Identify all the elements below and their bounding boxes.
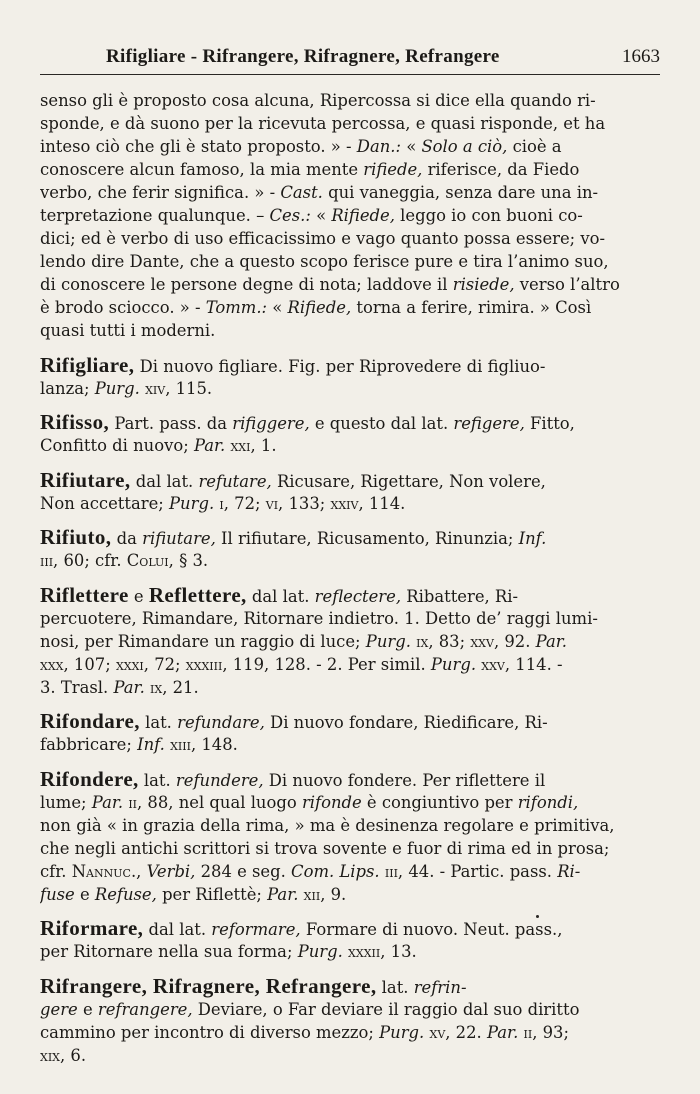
text-line: [40, 273, 660, 296]
text-line: [40, 584, 660, 607]
text-run: Colui: [126, 551, 169, 570]
text-run: Il rifiutare, Ricusamento, Rinunzia;: [215, 529, 519, 548]
text-line: [40, 837, 660, 860]
text-run: , 114.: [358, 493, 406, 513]
entry-gap: [40, 342, 660, 354]
text-run: lanza;: [40, 378, 95, 398]
text-run: , § 3.: [168, 551, 209, 570]
text-run: xii: [303, 884, 321, 904]
text-run: ii: [523, 1022, 533, 1042]
text-run: xxxii: [348, 942, 381, 961]
page-number: 1663: [622, 46, 660, 67]
text-run: leggo io con buoni co-: [394, 206, 583, 225]
headword: Reflettere,: [148, 583, 247, 607]
page-body: [40, 89, 660, 1067]
text-line: [40, 607, 660, 630]
text-line: [40, 89, 660, 112]
text-run: Purg.: [379, 1022, 425, 1042]
text-run: Com. Lips.: [291, 861, 380, 881]
text-run: , 107;: [63, 654, 116, 674]
text-run: Purg.: [297, 942, 343, 961]
text-run: xxi: [230, 436, 251, 455]
text-run: 3. Trasl.: [40, 677, 114, 697]
text-run: riferisce, da Fiedo: [422, 160, 580, 179]
text-run: dal lat.: [130, 471, 199, 491]
text-run: ii: [128, 792, 138, 812]
text-line: [40, 158, 660, 181]
text-run: , 83;: [428, 631, 471, 651]
text-run: xiii: [170, 735, 191, 754]
entry-gap: [40, 963, 660, 975]
text-run: xxx: [40, 654, 64, 674]
text-run: iii: [384, 861, 398, 881]
text-run: rifondi,: [517, 792, 579, 812]
entry-gap: [40, 699, 660, 711]
ink-speck: [536, 915, 539, 918]
text-run: senso gli è proposto cosa alcuna, Ripercossa si dice ella quando ri-: [40, 91, 596, 110]
text-run: rifiutare,: [142, 529, 216, 548]
text-line: [40, 469, 660, 492]
text-run: reflectere,: [314, 586, 402, 606]
text-run: torna a ferire, rimira. » Così: [351, 298, 592, 317]
text-run: , 21.: [162, 677, 199, 697]
text-run: Di nuovo fondare, Riedificare, Ri-: [264, 713, 548, 732]
entry-gap: [40, 572, 660, 584]
text-line: [40, 227, 660, 250]
text-run: Tomm.:: [205, 298, 268, 317]
text-run: , 72;: [143, 654, 186, 674]
text-run: cammino per incontro di diverso mezzo;: [40, 1022, 380, 1042]
text-line: [40, 492, 660, 515]
text-run: Confitto di nuovo;: [40, 436, 194, 455]
text-line: [40, 630, 660, 653]
text-run: dici; ed è verbo di uso efficacissimo e vago quanto possa essere; vo-: [40, 229, 606, 248]
text-run: , 119, 128. - 2. Per simil.: [222, 654, 431, 674]
text-line: [40, 549, 660, 572]
text-line: [40, 917, 660, 940]
text-run: xix: [40, 1045, 61, 1065]
text-line: [40, 434, 660, 457]
text-run: «: [267, 298, 288, 317]
text-run: reformare,: [211, 920, 301, 939]
text-run: Rifiede,: [287, 298, 352, 317]
text-run: da: [111, 529, 143, 548]
text-run: , 133;: [278, 493, 331, 513]
text-run: , 22.: [445, 1022, 487, 1042]
running-header: [40, 40, 660, 75]
text-run: nosi, per Rimandare un raggio di luce;: [40, 631, 366, 651]
text-run: xxv: [470, 631, 494, 651]
text-run: Fitto,: [524, 414, 575, 433]
text-run: dal lat.: [246, 586, 315, 606]
text-run: , 9.: [320, 884, 347, 904]
text-run: xiv: [145, 378, 166, 398]
text-run: lume;: [40, 792, 92, 812]
text-run: Refuse,: [94, 884, 157, 904]
text-line: [40, 814, 660, 837]
text-line: [40, 526, 660, 549]
text-line: [40, 319, 660, 342]
text-run: Par.: [267, 884, 299, 904]
text-run: Di nuovo fondere. Per riflettere il: [263, 770, 546, 790]
text-run: Par.: [486, 1022, 519, 1042]
text-run: Ribattere, Ri-: [401, 586, 519, 606]
text-run: lat.: [138, 770, 176, 790]
headword: Rifondere,: [40, 767, 139, 791]
entry-gap: [40, 756, 660, 768]
text-run: verbo, che ferir significa. » -: [40, 183, 281, 202]
text-run: refigere,: [453, 414, 525, 433]
text-run: lat.: [139, 713, 178, 732]
headword: Riformare,: [40, 917, 144, 940]
text-line: [40, 791, 660, 814]
text-line: [40, 250, 660, 273]
headword: Rifiuto,: [40, 526, 112, 549]
text-run: Verbi,: [146, 861, 196, 881]
text-run: rifonde: [301, 792, 362, 812]
text-run: Dan.:: [356, 137, 401, 156]
text-run: «: [401, 137, 422, 156]
text-run: , 148.: [190, 735, 238, 754]
text-run: vi: [265, 493, 279, 513]
text-line: [40, 940, 660, 963]
text-run: ix: [150, 677, 163, 697]
text-run: Inf.: [137, 735, 165, 754]
text-run: refrangere,: [97, 999, 193, 1019]
text-run: sponde, e dà suono per la ricevuta percossa, e quasi risponde, et ha: [40, 114, 606, 133]
text-run: gere: [40, 999, 78, 1019]
text-line: [40, 860, 660, 883]
text-run: Nannuc: [71, 861, 131, 881]
text-line: [40, 676, 660, 699]
text-run: rifiggere,: [232, 414, 310, 433]
text-run: Formare di nuovo. Neut. pass.,: [300, 920, 563, 939]
text-run: ix: [416, 631, 429, 651]
text-line: [40, 710, 660, 733]
text-run: , 92.: [493, 631, 536, 651]
text-run: xxiv: [330, 493, 359, 513]
text-run: , 114. -: [504, 654, 563, 674]
headword: Riflettere: [40, 583, 129, 607]
text-line: [40, 653, 660, 676]
text-run: e: [128, 586, 149, 606]
text-run: terpretazione qualunque. –: [40, 206, 270, 225]
headword: Rifondare,: [40, 710, 140, 733]
text-run: Purg.: [365, 631, 411, 651]
text-line: [40, 112, 660, 135]
text-run: xxxiii: [185, 654, 223, 674]
text-run: , 13.: [380, 942, 417, 961]
text-run: , 72;: [223, 493, 266, 513]
text-line: [40, 377, 660, 400]
text-line: [40, 975, 660, 998]
text-run: inteso ciò che gli è stato proposto. » -: [40, 137, 357, 156]
text-run: lendo dire Dante, che a questo scopo ferisce pure e tira l’animo suo,: [40, 252, 609, 271]
text-run: Par.: [193, 436, 226, 455]
text-run: non già « in grazia della rima, » ma è desinenza regolare e primitiva,: [40, 815, 615, 835]
text-run: , 60; cfr.: [53, 551, 127, 570]
text-line: [40, 733, 660, 756]
entry-gap: [40, 457, 660, 469]
text-run: Di nuovo figliare. Fig. per Riprovedere di figliuo-: [134, 356, 546, 376]
text-run: per Riflettè;: [156, 884, 268, 904]
entry-gap: [40, 515, 660, 527]
headword: Rifiutare,: [40, 468, 131, 492]
text-run: i: [219, 493, 224, 513]
text-line: [40, 354, 660, 377]
text-run: conoscere alcun famoso, la mia mente: [40, 160, 364, 179]
text-run: rifiede,: [363, 160, 423, 179]
text-run: è congiuntivo per: [361, 792, 518, 812]
text-run: Purg.: [169, 493, 215, 513]
text-run: Purg.: [94, 378, 140, 398]
text-run: xxv: [481, 654, 505, 674]
text-run: Deviare, o Far deviare il raggio dal suo diritto: [192, 999, 580, 1019]
text-run: Par.: [535, 631, 567, 651]
text-run: fuse: [40, 884, 75, 904]
text-run: Rifiede,: [331, 206, 395, 225]
text-run: verso l’altro: [514, 275, 620, 294]
text-run: risiede,: [452, 275, 515, 294]
header-title: Rifigliare - Rifrangere, Rifragnere, Refrangere: [106, 46, 500, 67]
text-run: Solo a ciò,: [421, 137, 508, 156]
entry-gap: [40, 906, 660, 918]
text-run: 284 e seg.: [195, 861, 292, 881]
text-run: , 115.: [165, 378, 213, 398]
text-run: Ricusare, Rigettare, Non volere,: [271, 471, 546, 491]
text-run: Par.: [91, 792, 124, 812]
text-run: , 44. - Partic. pass.: [397, 861, 558, 881]
text-run: percuotere, Rimandare, Ritornare indietro. 1. Detto de’ raggi lumi-: [40, 608, 598, 628]
text-run: e: [74, 884, 95, 904]
text-run: per Ritornare nella sua forma;: [40, 942, 298, 961]
text-run: , 93;: [532, 1022, 570, 1042]
text-run: e questo dal lat.: [309, 414, 454, 433]
text-run: Cast.: [280, 183, 323, 202]
text-run: Par.: [113, 677, 145, 697]
text-run: xv: [429, 1022, 446, 1042]
text-run: cfr.: [40, 861, 72, 881]
text-line: [40, 883, 660, 906]
text-run: .,: [130, 861, 147, 881]
text-run: quasi tutti i moderni.: [40, 321, 216, 340]
text-run: Ces.:: [269, 206, 311, 225]
entry-gap: [40, 400, 660, 412]
text-run: cioè a: [507, 137, 562, 156]
text-run: di conoscere le persone degne di nota; laddove il: [40, 275, 453, 294]
text-run: è brodo sciocco. » -: [40, 298, 206, 317]
text-run: qui vaneggia, senza dare una in-: [322, 183, 599, 202]
text-line: [40, 135, 660, 158]
text-run: , 88, nel qual luogo: [137, 792, 302, 812]
text-run: Purg.: [430, 654, 477, 674]
text-run: Non accettare;: [40, 493, 170, 513]
text-run: fabbricare;: [40, 735, 138, 754]
text-run: che negli antichi scrittori si trova sovente e fuor di rima ed in prosa;: [40, 838, 610, 858]
text-line: [40, 768, 660, 791]
text-run: xxxi: [115, 654, 144, 674]
text-run: refundere,: [175, 770, 264, 790]
text-run: Part. pass. da: [109, 414, 233, 433]
text-run: refrin-: [413, 977, 467, 997]
text-line: [40, 1044, 660, 1067]
text-run: dal lat.: [143, 920, 212, 939]
headword: Rifisso,: [40, 411, 110, 434]
text-line: [40, 411, 660, 434]
headword: Rifigliare,: [40, 353, 135, 377]
text-run: , 6.: [60, 1045, 87, 1065]
headword: Rifrangere, Rifragnere, Refrangere,: [40, 974, 377, 998]
text-run: e: [77, 999, 98, 1019]
text-line: [40, 181, 660, 204]
text-run: , 1.: [250, 436, 277, 455]
text-run: Inf.: [518, 529, 547, 548]
text-run: refutare,: [198, 471, 272, 491]
text-run: «: [310, 206, 332, 225]
text-run: Ri-: [557, 861, 581, 881]
text-run: refundare,: [177, 713, 265, 732]
text-line: [40, 998, 660, 1021]
text-run: lat.: [376, 977, 414, 997]
text-run: iii: [40, 551, 54, 570]
text-line: [40, 296, 660, 319]
text-line: [40, 1021, 660, 1044]
text-line: [40, 204, 660, 227]
